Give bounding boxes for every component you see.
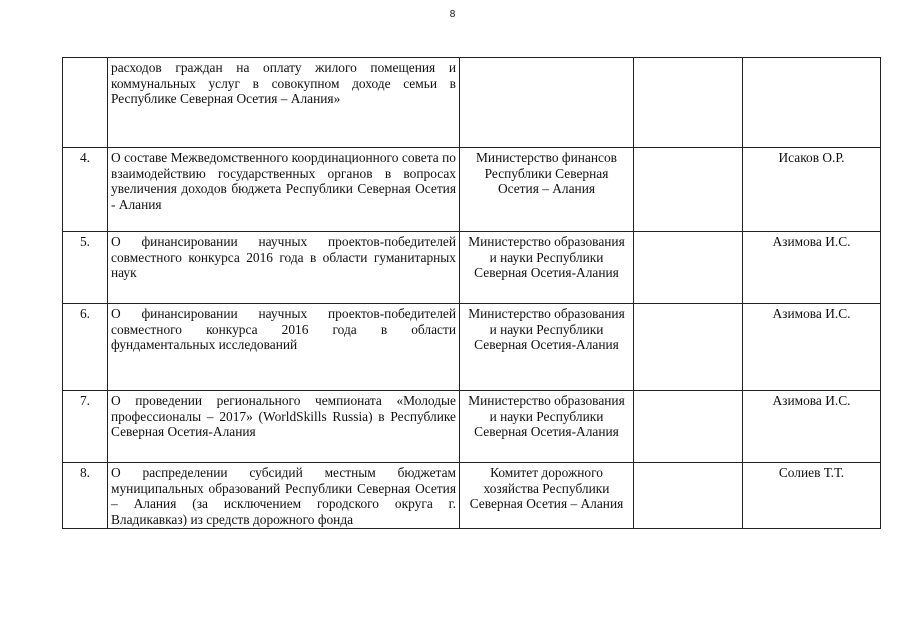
item-number: 8.: [63, 463, 108, 529]
item-title: О распределении субсидий местным бюджетам муниципальных образований Республики Северная Осетия – Алания (за исключением городского округа г. Владикавказ) из средств дорожного фонда: [108, 463, 460, 529]
item-responsible: Министерство образования и науки Республики Северная Осетия-Алания: [460, 391, 634, 463]
item-extra: [634, 391, 743, 463]
item-speaker: Азимова И.С.: [743, 391, 881, 463]
table-row: [63, 58, 881, 148]
item-title: О составе Межведомственного координационного совета по взаимодействию государственных органов в вопросах увеличения доходов бюджета Республики Северная Осетия - Алания: [108, 148, 460, 232]
table-row: [63, 463, 881, 529]
item-speaker: Азимова И.С.: [743, 232, 881, 304]
item-extra: [634, 148, 743, 232]
item-responsible: Министерство образования и науки Республики Северная Осетия-Алания: [460, 232, 634, 304]
item-number: 4.: [63, 148, 108, 232]
agenda-table: [62, 57, 881, 529]
item-number: [63, 58, 108, 148]
item-speaker: Исаков О.Р.: [743, 148, 881, 232]
item-speaker: Солиев Т.Т.: [743, 463, 881, 529]
item-extra: [634, 463, 743, 529]
table-row: [63, 391, 881, 463]
item-title: О проведении регионального чемпионата «Молодые профессионалы – 2017» (WorldSkills Russia) в Республике Северная Осетия-Алания: [108, 391, 460, 463]
item-extra: [634, 58, 743, 148]
item-speaker: Азимова И.С.: [743, 304, 881, 391]
item-title: О финансировании научных проектов-победителей совместного конкурса 2016 года в области гуманитарных наук: [108, 232, 460, 304]
item-number: 6.: [63, 304, 108, 391]
table-row: [63, 304, 881, 391]
item-responsible: Министерство образования и науки Республики Северная Осетия-Алания: [460, 304, 634, 391]
item-speaker: [743, 58, 881, 148]
item-number: 7.: [63, 391, 108, 463]
table-row: [63, 232, 881, 304]
item-responsible: Министерство финансов Республики Северная Осетия – Алания: [460, 148, 634, 232]
item-extra: [634, 304, 743, 391]
item-title: расходов граждан на оплату жилого помещения и коммунальных услуг в совокупном доходе семьи в Республике Северная Осетия – Алания»: [108, 58, 460, 148]
page-number: 8: [449, 9, 456, 20]
item-title: О финансировании научных проектов-победителей совместного конкурса 2016 года в области фундаментальных исследований: [108, 304, 460, 391]
item-responsible: [460, 58, 634, 148]
item-extra: [634, 232, 743, 304]
table-row: [63, 148, 881, 232]
item-responsible: Комитет дорожного хозяйства Республики Северная Осетия – Алания: [460, 463, 634, 529]
item-number: 5.: [63, 232, 108, 304]
